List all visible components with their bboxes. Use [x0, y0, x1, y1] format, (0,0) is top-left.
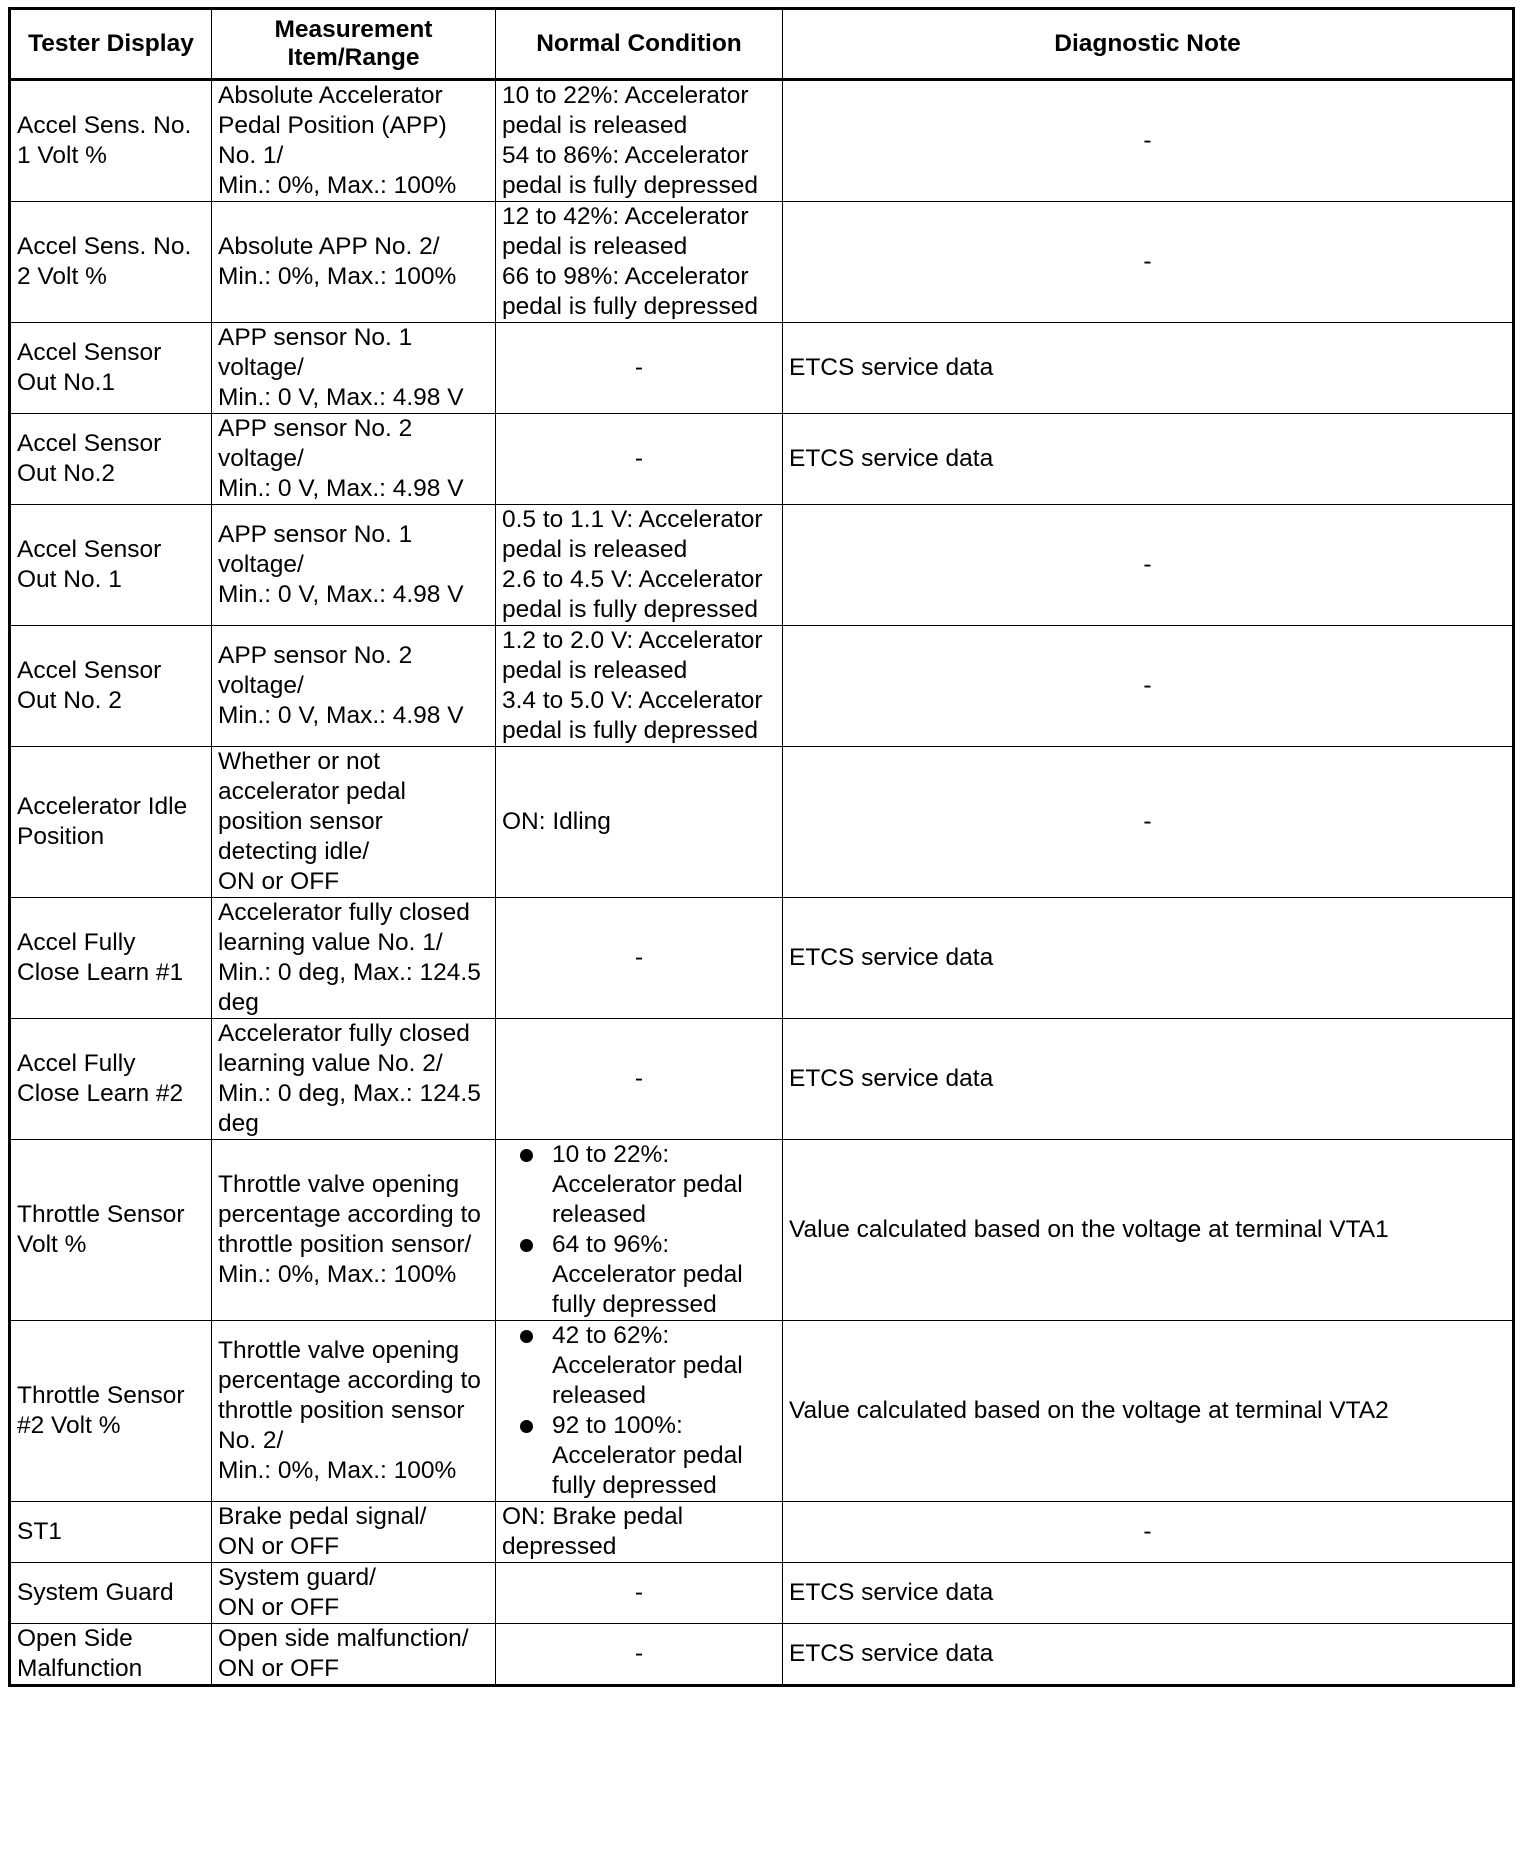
diagnostic-note-cell: Value calculated based on the voltage at terminal VTA1: [783, 1140, 1514, 1321]
measurement-line: Throttle valve opening: [218, 1171, 460, 1198]
tester-display-line: Accel Fully: [17, 1050, 136, 1077]
diagnostic-note-cell: ETCS service data: [783, 414, 1514, 505]
normal-condition-line: Accelerator pedal: [552, 1261, 743, 1288]
measurement-cell: [212, 1624, 496, 1686]
normal-condition-bullet-item: [502, 1230, 776, 1320]
measurement-cell: [212, 1502, 496, 1563]
measurement-line: Min.: 0 V, Max.: 4.98 V: [218, 384, 464, 411]
normal-condition-bullet-item: [502, 1140, 776, 1230]
diagnostic-note-cell: ETCS service data: [783, 323, 1514, 414]
normal-condition-line: depressed: [502, 1533, 617, 1560]
measurement-line: Accelerator fully closed: [218, 1020, 470, 1047]
table-row: [10, 1624, 1514, 1686]
measurement-line: ON or OFF: [218, 1594, 340, 1621]
measurement-line: deg: [218, 989, 259, 1016]
normal-condition-cell: -: [496, 323, 783, 414]
measurement-cell: [212, 323, 496, 414]
measurement-line: Absolute APP No. 2/: [218, 233, 440, 260]
normal-condition-cell: [496, 80, 783, 202]
diagnostic-note-cell: ETCS service data: [783, 1563, 1514, 1624]
table-row: [10, 80, 1514, 202]
measurement-line: APP sensor No. 1: [218, 521, 413, 548]
header-normal-condition: Normal Condition: [496, 9, 783, 80]
tester-display-line: Out No.2: [17, 460, 116, 487]
tester-display-line: ST1: [17, 1518, 62, 1545]
tester-display-line: Position: [17, 823, 105, 850]
tester-display-line: Close Learn #1: [17, 959, 184, 986]
normal-condition-line: 1.2 to 2.0 V: Accelerator: [502, 627, 763, 654]
measurement-cell: [212, 747, 496, 898]
measurement-line: Accelerator fully closed: [218, 899, 470, 926]
diagnostic-note-cell: -: [783, 1502, 1514, 1563]
normal-condition-line: pedal is released: [502, 112, 688, 139]
normal-condition-line: ON: Idling: [502, 808, 611, 835]
measurement-line: No. 2/: [218, 1427, 284, 1454]
table-row: [10, 898, 1514, 1019]
tester-display-line: Accel Sensor: [17, 657, 162, 684]
normal-condition-line: pedal is fully depressed: [502, 293, 759, 320]
measurement-cell: [212, 1019, 496, 1140]
tester-display-cell: [10, 1321, 212, 1502]
normal-condition-cell: -: [496, 898, 783, 1019]
tester-display-line: 2 Volt %: [17, 263, 107, 290]
measurement-line: throttle position sensor: [218, 1397, 465, 1424]
measurement-line: ON or OFF: [218, 1533, 340, 1560]
tester-display-cell: [10, 414, 212, 505]
tester-display-line: Malfunction: [17, 1655, 143, 1682]
measurement-line: accelerator pedal: [218, 778, 406, 805]
measurement-line: learning value No. 2/: [218, 1050, 443, 1077]
header-diagnostic-note: Diagnostic Note: [783, 9, 1514, 80]
header-measurement-line2: Item/Range: [287, 44, 420, 71]
diagnostic-note-cell: -: [783, 80, 1514, 202]
measurement-line: Open side malfunction/: [218, 1625, 469, 1652]
normal-condition-line: pedal is fully depressed: [502, 596, 759, 623]
measurement-cell: [212, 626, 496, 747]
diagnostic-note-cell: -: [783, 505, 1514, 626]
table-row: [10, 505, 1514, 626]
measurement-line: Min.: 0 deg, Max.: 124.5: [218, 1080, 481, 1107]
measurement-cell: [212, 80, 496, 202]
diagnostic-note-cell: -: [783, 626, 1514, 747]
normal-condition-cell: [496, 1321, 783, 1502]
measurement-line: Whether or not: [218, 748, 381, 775]
normal-condition-line: Accelerator pedal: [552, 1352, 743, 1379]
measurement-line: position sensor: [218, 808, 383, 835]
normal-condition-line: 10 to 22%: Accelerator: [502, 82, 749, 109]
measurement-line: ON or OFF: [218, 1655, 340, 1682]
table-row: [10, 1502, 1514, 1563]
measurement-line: Min.: 0 V, Max.: 4.98 V: [218, 475, 464, 502]
header-measurement-line1: Measurement: [274, 16, 433, 43]
tester-display-line: Accel Sensor: [17, 339, 162, 366]
normal-condition-line: ON: Brake pedal: [502, 1503, 684, 1530]
measurement-cell: [212, 898, 496, 1019]
measurement-line: percentage according to: [218, 1367, 481, 1394]
normal-condition-cell: -: [496, 1563, 783, 1624]
measurement-line: voltage/: [218, 445, 304, 472]
measurement-cell: [212, 505, 496, 626]
normal-condition-line: released: [552, 1201, 646, 1228]
diagnostic-note-cell: -: [783, 202, 1514, 323]
measurement-cell: [212, 1140, 496, 1321]
normal-condition-line: 66 to 98%: Accelerator: [502, 263, 749, 290]
tester-display-line: #2 Volt %: [17, 1412, 121, 1439]
measurement-line: throttle position sensor/: [218, 1231, 472, 1258]
measurement-line: ON or OFF: [218, 868, 340, 895]
normal-condition-line: 0.5 to 1.1 V: Accelerator: [502, 506, 763, 533]
diagnostic-note-cell: ETCS service data: [783, 1019, 1514, 1140]
normal-condition-line: Accelerator pedal: [552, 1442, 743, 1469]
diagnostic-note-cell: Value calculated based on the voltage at terminal VTA2: [783, 1321, 1514, 1502]
header-measurement: [212, 9, 496, 80]
normal-condition-line: 42 to 62%:: [552, 1322, 670, 1349]
diagnostic-note-cell: ETCS service data: [783, 1624, 1514, 1686]
diagnostic-note-cell: -: [783, 747, 1514, 898]
tester-display-cell: [10, 80, 212, 202]
measurement-line: percentage according to: [218, 1201, 481, 1228]
normal-condition-bullet-item: [502, 1411, 776, 1501]
tester-display-line: Throttle Sensor: [17, 1382, 185, 1409]
data-list-table: [8, 7, 1515, 1687]
normal-condition-cell: -: [496, 414, 783, 505]
normal-condition-line: released: [552, 1382, 646, 1409]
measurement-line: APP sensor No. 2: [218, 642, 413, 669]
measurement-line: deg: [218, 1110, 259, 1137]
measurement-line: Min.: 0%, Max.: 100%: [218, 263, 457, 290]
normal-condition-line: pedal is fully depressed: [502, 172, 759, 199]
tester-display-line: Accel Sens. No.: [17, 112, 192, 139]
measurement-line: voltage/: [218, 551, 304, 578]
measurement-line: System guard/: [218, 1564, 376, 1591]
table-row: [10, 1321, 1514, 1502]
tester-display-line: Volt %: [17, 1231, 87, 1258]
normal-condition-line: fully depressed: [552, 1291, 717, 1318]
table-row: [10, 202, 1514, 323]
tester-display-line: Accel Sensor: [17, 536, 162, 563]
normal-condition-line: 64 to 96%:: [552, 1231, 670, 1258]
tester-display-cell: [10, 202, 212, 323]
table-row: [10, 1019, 1514, 1140]
measurement-line: Brake pedal signal/: [218, 1503, 427, 1530]
tester-display-line: Accel Fully: [17, 929, 136, 956]
normal-condition-line: 54 to 86%: Accelerator: [502, 142, 749, 169]
tester-display-line: Throttle Sensor: [17, 1201, 185, 1228]
tester-display-cell: [10, 1563, 212, 1624]
tester-display-cell: [10, 1624, 212, 1686]
measurement-line: voltage/: [218, 354, 304, 381]
tester-display-line: Out No. 1: [17, 566, 122, 593]
tester-display-cell: [10, 1140, 212, 1321]
tester-display-cell: [10, 1019, 212, 1140]
normal-condition-cell: [496, 1140, 783, 1321]
normal-condition-cell: [496, 1502, 783, 1563]
normal-condition-bullet-item: [502, 1321, 776, 1411]
normal-condition-line: Accelerator pedal: [552, 1171, 743, 1198]
measurement-cell: [212, 1321, 496, 1502]
tester-display-line: Accelerator Idle: [17, 793, 188, 820]
normal-condition-line: 92 to 100%:: [552, 1412, 683, 1439]
tester-display-line: Open Side: [17, 1625, 133, 1652]
normal-condition-cell: [496, 505, 783, 626]
normal-condition-cell: -: [496, 1624, 783, 1686]
measurement-line: Min.: 0%, Max.: 100%: [218, 172, 457, 199]
normal-condition-line: 10 to 22%:: [552, 1141, 670, 1168]
table-row: [10, 1140, 1514, 1321]
normal-condition-line: pedal is fully depressed: [502, 717, 759, 744]
measurement-line: Min.: 0 V, Max.: 4.98 V: [218, 581, 464, 608]
tester-display-cell: [10, 898, 212, 1019]
diagnostic-note-cell: ETCS service data: [783, 898, 1514, 1019]
normal-condition-cell: -: [496, 1019, 783, 1140]
normal-condition-line: pedal is released: [502, 233, 688, 260]
table-row: [10, 626, 1514, 747]
table-row: [10, 747, 1514, 898]
table-row: [10, 414, 1514, 505]
normal-condition-line: 3.4 to 5.0 V: Accelerator: [502, 687, 763, 714]
tester-display-line: Out No. 2: [17, 687, 122, 714]
normal-condition-cell: [496, 747, 783, 898]
normal-condition-cell: [496, 626, 783, 747]
tester-display-cell: [10, 323, 212, 414]
measurement-cell: [212, 202, 496, 323]
measurement-line: APP sensor No. 1: [218, 324, 413, 351]
normal-condition-line: pedal is released: [502, 536, 688, 563]
header-row: [10, 9, 1514, 80]
normal-condition-bullets: [502, 1321, 776, 1501]
normal-condition-cell: [496, 202, 783, 323]
tester-display-cell: [10, 1502, 212, 1563]
measurement-line: Pedal Position (APP): [218, 112, 447, 139]
measurement-line: Absolute Accelerator: [218, 82, 443, 109]
measurement-cell: [212, 414, 496, 505]
tester-display-line: Close Learn #2: [17, 1080, 184, 1107]
measurement-cell: [212, 1563, 496, 1624]
measurement-line: Min.: 0 V, Max.: 4.98 V: [218, 702, 464, 729]
tester-display-line: Accel Sens. No.: [17, 233, 192, 260]
normal-condition-line: 12 to 42%: Accelerator: [502, 203, 749, 230]
tester-display-cell: [10, 505, 212, 626]
measurement-line: detecting idle/: [218, 838, 370, 865]
header-tester-display: Tester Display: [10, 9, 212, 80]
normal-condition-line: fully depressed: [552, 1472, 717, 1499]
tester-display-line: Accel Sensor: [17, 430, 162, 457]
tester-display-cell: [10, 747, 212, 898]
normal-condition-line: 2.6 to 4.5 V: Accelerator: [502, 566, 763, 593]
measurement-line: voltage/: [218, 672, 304, 699]
measurement-line: Throttle valve opening: [218, 1337, 460, 1364]
measurement-line: APP sensor No. 2: [218, 415, 413, 442]
measurement-line: Min.: 0%, Max.: 100%: [218, 1457, 457, 1484]
normal-condition-line: pedal is released: [502, 657, 688, 684]
measurement-line: Min.: 0 deg, Max.: 124.5: [218, 959, 481, 986]
tester-display-line: 1 Volt %: [17, 142, 107, 169]
table-row: [10, 323, 1514, 414]
tester-display-line: System Guard: [17, 1579, 174, 1606]
table-row: [10, 1563, 1514, 1624]
normal-condition-bullets: [502, 1140, 776, 1320]
measurement-line: learning value No. 1/: [218, 929, 443, 956]
measurement-line: Min.: 0%, Max.: 100%: [218, 1261, 457, 1288]
tester-display-line: Out No.1: [17, 369, 116, 396]
measurement-line: No. 1/: [218, 142, 284, 169]
tester-display-cell: [10, 626, 212, 747]
